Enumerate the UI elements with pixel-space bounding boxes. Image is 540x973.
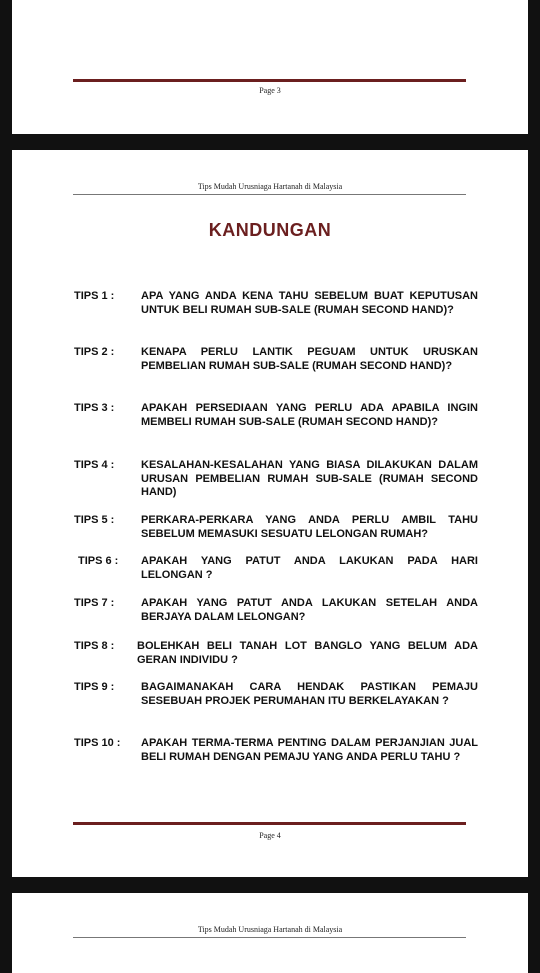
toc-text: BAGAIMANAKAH CARA HENDAK PASTIKAN PEMAJU SESEBUAH PROJEK PERUMAHAN ITU BERKELAYAKAN ?: [141, 681, 478, 707]
toc-text: PERKARA-PERKARA YANG ANDA PERLU AMBIL TAHU SEBELUM MEMASUKI SESUATU LELONGAN RUMAH?: [141, 514, 478, 540]
toc-label: TIPS 3 :: [74, 402, 115, 414]
toc-label: TIPS 9 :: [74, 681, 115, 693]
toc-text: APAKAH YANG PATUT ANDA LAKUKAN PADA HARI LELONGAN ?: [141, 555, 478, 581]
toc-text: APAKAH PERSEDIAAN YANG PERLU ADA APABILA INGIN MEMBELI RUMAH SUB-SALE (RUMAH SECOND HAND)?: [141, 402, 478, 428]
toc-label: TIPS 10 :: [74, 737, 121, 749]
toc-text: APA YANG ANDA KENA TAHU SEBELUM BUAT KEPUTUSAN UNTUK BELI RUMAH SUB-SALE (RUMAH SECOND HAND)?: [141, 290, 478, 316]
page-3-fragment: [12, 0, 528, 134]
footer-rule: [73, 822, 466, 825]
toc-label: TIPS 6 :: [78, 555, 119, 567]
toc-label: TIPS 7 :: [74, 597, 115, 609]
toc-text: KENAPA PERLU LANTIK PEGUAM UNTUK URUSKAN PEMBELIAN RUMAH SUB-SALE (RUMAH SECOND HAND)?: [141, 346, 478, 372]
toc-label: TIPS 2 :: [74, 346, 115, 358]
page-title: KANDUNGAN: [208, 220, 332, 240]
header-rule: [73, 937, 466, 938]
footer-rule: [73, 79, 466, 82]
running-header: Tips Mudah Urusniaga Hartanah di Malaysia: [197, 925, 343, 934]
toc-text: BOLEHKAH BELI TANAH LOT BANGLO YANG BELUM ADA GERAN INDIVIDU ?: [137, 640, 478, 666]
page-number: Page 4: [259, 831, 281, 840]
toc-label: TIPS 4 :: [74, 459, 115, 471]
toc-text: APAKAH TERMA-TERMA PENTING DALAM PERJANJIAN JUAL BELI RUMAH DENGAN PEMAJU YANG ANDA PERLU TAHU ?: [141, 737, 478, 763]
page-number: Page 3: [259, 86, 281, 95]
toc-label: TIPS 8 :: [74, 640, 115, 652]
page-5-fragment: [12, 893, 528, 973]
header-rule: [73, 194, 466, 195]
toc-label: TIPS 1 :: [74, 290, 115, 302]
toc-text: APAKAH YANG PATUT ANDA LAKUKAN SETELAH ANDA BERJAYA DALAM LELONGAN?: [141, 597, 478, 623]
page-4: [12, 150, 528, 877]
toc-text: KESALAHAN-KESALAHAN YANG BIASA DILAKUKAN DALAM URUSAN PEMBELIAN RUMAH SUB-SALE (RUMAH SECOND HAND): [141, 459, 478, 498]
toc-label: TIPS 5 :: [74, 514, 115, 526]
running-header: Tips Mudah Urusniaga Hartanah di Malaysia: [197, 182, 343, 191]
